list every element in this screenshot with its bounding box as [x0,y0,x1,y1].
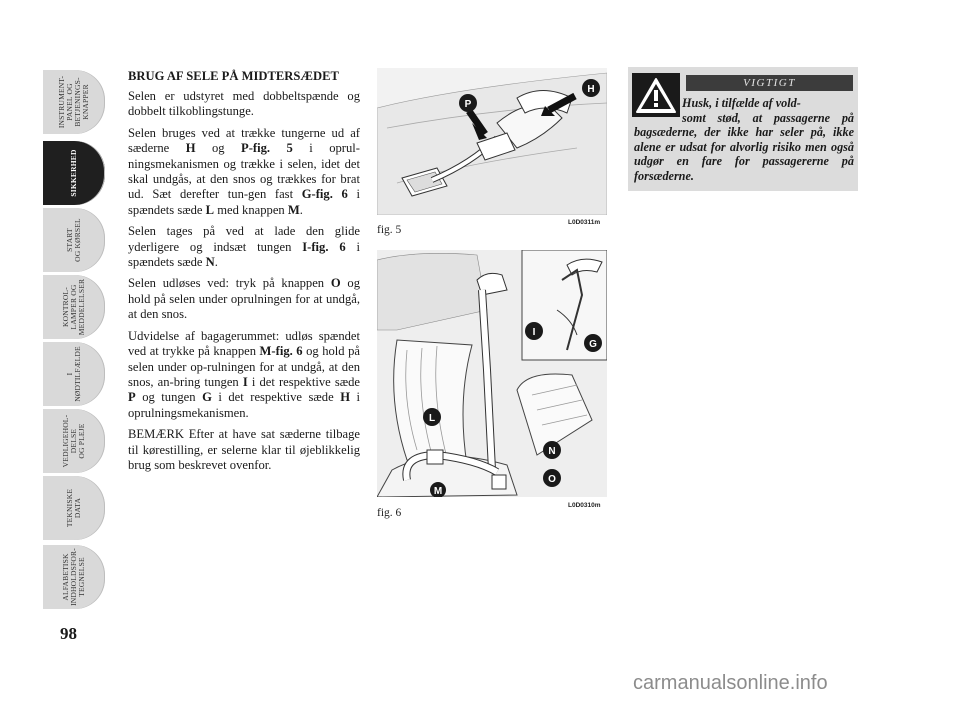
paragraph-2: Selen tages på ved at lade den glide yderligere og indsæt tungen I-fig. 6 i spændets sæde N. [128,224,360,270]
callout-p: P [464,99,472,110]
paragraph-3: Selen udløses ved: tryk på knappen O og hold på selen under oprulningen for at undgå, at den snos. [128,276,360,322]
side-tab-label: SIKKERHED [69,149,78,197]
paragraph-1: Selen bruges ved at trække tungerne ud af sæderne H og P-fig. 5 i oprul-ningsmekanismen og trække i selen, idet det skal undgås, at den snos og trækkes for brat ud. Sæt derefter tun-gen fast G-fig. 6 i spændets sæde L med knappen M. [128,125,361,217]
side-tab-kontrol[interactable] [43,275,105,339]
side-tab-label: TEKNISKE DATA [65,488,82,528]
callout-h: H [587,84,595,95]
figure-6 [377,250,607,497]
callout-n: N [548,446,556,457]
side-tab-label: KONTROL- LAMPER OG MEDDELELSER [61,278,86,336]
side-tab-label: INSTRUMENT- PANEL OG BETJENINGS- KNAPPER [57,75,90,129]
side-tab-label: START OG KØRSEL [65,218,82,262]
fig6-illustration [377,250,607,497]
paragraph-5: BEMÆRK Efter at have sat sæderne tilbage til kørestilling, er selerne klar til øjeblikkelig brug som beskrevet ovenfor. [128,427,360,472]
side-tab-nodtilfaelde[interactable] [43,342,105,406]
body-text-column [128,68,360,479]
callout-l: L [428,413,436,424]
side-tab-tekniske-data[interactable] [43,476,105,540]
side-tab-start[interactable] [43,208,105,272]
fig5-code: L0D0311m [568,219,601,226]
paragraph-4: Udvidelse af bagagerummet: udløs spændet ved at trykke på knappen M-fig. 6 og hold på selen under op-rulningen for at undgå, at den snos, an-bring tungen I i det respektive sæde P og tungen G i det respektive sæde H i oprulningsmekanismen. [128,328,361,420]
side-tab-label: ALFABETISK INDHOLDSFOR- TEGNELSE [61,548,86,606]
warning-text: Husk, i tilfælde af vold- somt stød, at passagerne på bagsæderne, der ikke har seler på, ikke alene er udsat for alvorlig risiko men også udgør en fare for passagererne på forsæderne. [634,96,854,183]
page-number: 98 [60,624,77,643]
warning-badge: VIGTIGT [686,75,853,91]
fig6-code: L0D0310m [568,502,601,509]
watermark: carmanualsonline.info [633,672,828,694]
figure-5 [377,68,607,215]
side-tab-label: I NØDTILFÆLDE [65,346,82,402]
callout-g: G [589,339,597,350]
callout-o: O [548,474,556,485]
fig6-caption: fig. 6 [377,507,402,519]
side-tab-sikkerhed[interactable] [43,141,105,205]
side-tab-vedligeholdelse[interactable] [43,409,105,473]
fig5-caption: fig. 5 [377,224,402,236]
callout-i: I [532,327,536,338]
section-title: BRUG AF SELE PÅ MIDTERSÆDET [128,69,339,83]
fig5-illustration [377,68,607,215]
side-tab-indholdsfortegnelse[interactable] [43,545,105,609]
callout-m: M [433,486,443,497]
intro-paragraph: Selen er udstyret med dobbeltspænde og dobbelt tilkoblingstunge. [128,89,360,119]
side-tab-label: VEDLIGEHOL- DELSE OG PLEJE [61,414,86,468]
side-tab-instrument[interactable] [43,70,105,134]
